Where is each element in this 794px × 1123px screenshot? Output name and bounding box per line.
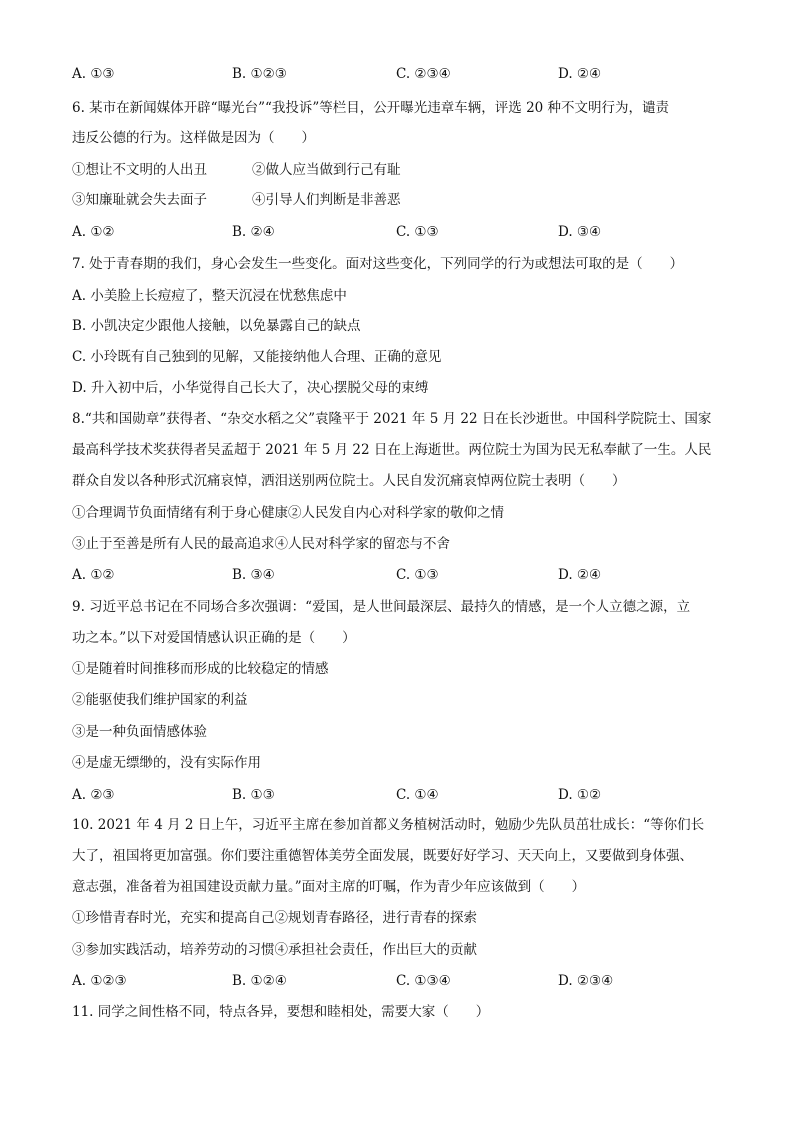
q6-statement-1: ①想让不文明的人出丑 <box>72 162 207 178</box>
q9-statement-3: ③是一种负面情感体验 <box>72 724 207 740</box>
q9-statement-1: ①是随着时间推移而形成的比较稳定的情感 <box>72 661 329 677</box>
q9-stem-line-2: 功之本。”以下对爱国情感认识正确的是（ ） <box>72 630 356 646</box>
q8-statements-line-1: ①合理调节负面情绪有利于身心健康②人民发自内心对科学家的敬仰之情 <box>72 505 504 521</box>
q9-option-b: B. ①③ <box>232 787 275 803</box>
q10-option-d: D. ②③④ <box>558 973 614 989</box>
q7-choice-d: D. 升入初中后，小华觉得自己长大了，决心摆脱父母的束缚 <box>72 380 429 396</box>
q6-stem-line-1: 6. 某市在新闻媒体开辟“曝光台”“我投诉”等栏目，公开曝光违章车辆，评选 20 种不文明行为，谴责 <box>72 100 670 116</box>
q8-stem-line-1: 8.“共和国勋章”获得者、“杂交水稻之父”袁隆平于 2021 年 5 月 22 日在长沙逝世。中国科学院院士、国家 <box>72 411 712 427</box>
q6-statement-3: ③知廉耻就会失去面子 <box>72 192 207 208</box>
q7-choice-a: A. 小美脸上长痘痘了，整天沉浸在忧愁焦虑中 <box>72 288 347 304</box>
q8-option-b: B. ③④ <box>232 567 275 583</box>
q5-option-c: C. ②③④ <box>396 66 451 82</box>
q10-stem-line-2: 大了，祖国将更加富强。你们要注重德智体美劳全面发展，既要好好学习、天天向上，又要做到身体强、 <box>72 848 693 864</box>
q9-stem-line-1: 9. 习近平总书记在不同场合多次强调：“爱国，是人世间最深层、最持久的情感，是一个人立德之源，立 <box>72 599 691 615</box>
q6-statement-2: ②做人应当做到行己有耻 <box>252 162 401 178</box>
q8-stem-line-3: 群众自发以各种形式沉痛哀悼，洒泪送别两位院士。人民自发沉痛哀悼两位院士表明（ ） <box>72 473 626 489</box>
q10-stem-line-1: 10. 2021 年 4 月 2 日上午，习近平主席在参加首都义务植树活动时，勉励少先队员茁壮成长：“等你们长 <box>72 817 705 833</box>
q7-choice-c: C. 小玲既有自己独到的见解，又能接纳他人合理、正确的意见 <box>72 349 442 365</box>
q6-statements-row-2 <box>72 190 732 210</box>
q8-option-d: D. ②④ <box>558 567 602 583</box>
q5-options <box>72 64 732 84</box>
q9-options <box>72 785 732 805</box>
q6-statements-row-1 <box>72 160 732 180</box>
q8-option-c: C. ①③ <box>396 567 439 583</box>
q8-option-a: A. ①② <box>72 567 115 583</box>
q11-stem: 11. 同学之间性格不同，特点各异，要想和睦相处，需要大家（ ） <box>72 1004 490 1020</box>
q9-statement-4: ④是虚无缥缈的，没有实际作用 <box>72 755 261 771</box>
q10-option-b: B. ①②④ <box>232 973 287 989</box>
q10-stem-line-3: 意志强，准备着为祖国建设贡献力量。”面对主席的叮嘱，作为青少年应该做到（ ） <box>72 879 586 895</box>
q8-stem-line-2: 最高科学技术奖获得者吴孟超于 2021 年 5 月 22 日在上海逝世。两位院士为国为民无私奉献了一生。人民 <box>72 442 712 458</box>
q10-option-c: C. ①③④ <box>396 973 451 989</box>
q5-option-d: D. ②④ <box>558 66 602 82</box>
q10-option-a: A. ①②③ <box>72 973 127 989</box>
q6-option-a: A. ①② <box>72 224 115 240</box>
q5-option-b: B. ①②③ <box>232 66 287 82</box>
q8-statements-line-2: ③止于至善是所有人民的最高追求④人民对科学家的留恋与不舍 <box>72 536 450 552</box>
q7-stem: 7. 处于青春期的我们，身心会发生一些变化。面对这些变化，下列同学的行为或想法可取的是（ ） <box>72 256 684 272</box>
q6-stem-line-2: 违反公德的行为。这样做是因为（ ） <box>72 130 315 146</box>
q10-statements-line-2: ③参加实践活动，培养劳动的习惯④承担社会责任，作出巨大的贡献 <box>72 942 477 958</box>
q6-option-d: D. ③④ <box>558 224 602 240</box>
q8-options <box>72 565 732 585</box>
q9-statement-2: ②能驱使我们维护国家的利益 <box>72 692 248 708</box>
q6-option-b: B. ②④ <box>232 224 275 240</box>
q9-option-a: A. ②③ <box>72 787 115 803</box>
q9-option-c: C. ①④ <box>396 787 439 803</box>
q10-statements-line-1: ①珍惜青春时光，充实和提高自己②规划青春路径，进行青春的探索 <box>72 910 477 926</box>
q7-choice-b: B. 小凯决定少跟他人接触，以免暴露自己的缺点 <box>72 318 361 334</box>
q10-options <box>72 971 732 991</box>
q9-option-d: D. ①② <box>558 787 602 803</box>
q6-statement-4: ④引导人们判断是非善恶 <box>252 192 401 208</box>
q5-option-a: A. ①③ <box>72 66 115 82</box>
q6-option-c: C. ①③ <box>396 224 439 240</box>
q6-options <box>72 222 732 242</box>
